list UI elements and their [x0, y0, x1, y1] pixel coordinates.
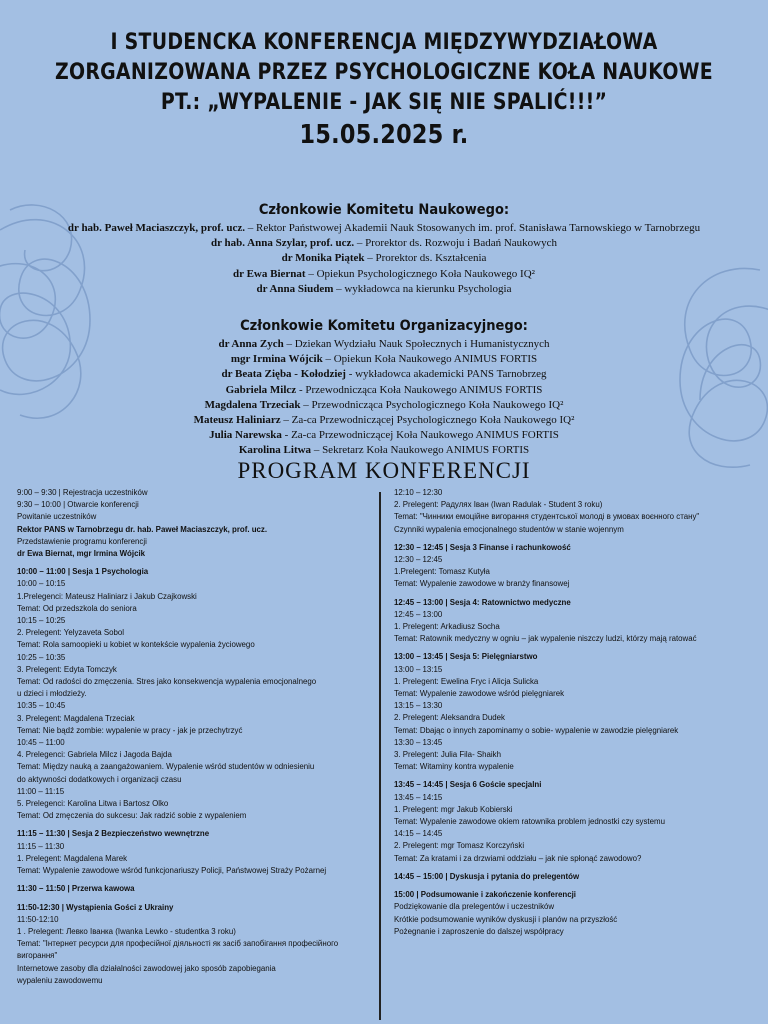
program-line: 1.Prelegent: Tomasz Kutyła [394, 567, 490, 577]
session-heading: 12:30 – 12:45 | Sesja 3 Finanse i rachunkowość [394, 542, 571, 552]
session-heading: 11:30 – 11:50 | Przerwa kawowa [17, 884, 135, 894]
program-line: 3. Prelegent: Edyta Tomczyk [17, 664, 117, 674]
member-name: Julia Narewska [209, 429, 282, 442]
scientific-committee-heading: Członkowie Komitetu Naukowego: [258, 202, 510, 218]
program-line: 10:35 – 10:45 [17, 701, 66, 711]
program-line: 11:50-12:10 [17, 914, 59, 924]
program-line: Internetowe zasoby dla działalności zawodowej jako sposób zapobiegania [17, 963, 276, 973]
committee-member [0, 443, 768, 458]
program-line: Temat: Nie bądź zombie: wypalenie w pracy - jak je przechytrzyć [17, 725, 243, 735]
program-line: 9:00 – 9:30 | Rejestracja uczestników [17, 488, 148, 497]
member-name: Mateusz Haliniarz [193, 414, 281, 427]
committee-member [0, 398, 768, 413]
program-line: Temat: Dbając o innych zapominamy o sobie- wypalenie w zawodzie pielęgniarek [394, 725, 679, 735]
committee-member [0, 337, 768, 352]
member-name: Gabriela Milcz [225, 383, 297, 396]
member-name: Magdalena Trzeciak [204, 398, 301, 411]
session-heading: 15:00 | Podsumowanie i zakończenie konferencji [394, 890, 576, 900]
program-line: Temat: "Чинники емоційне вигорання студентської молоді в умовах воєнного стану" [394, 512, 700, 522]
program-line: 10:15 – 10:25 [17, 616, 66, 626]
member-name: Karolina Litwa [238, 444, 312, 457]
program-line: 1. Prelegent: mgr Jakub Kobierski [394, 804, 513, 814]
program-line: 1. Prelegent: Magdalena Marek [17, 853, 128, 863]
committee-member [0, 367, 768, 382]
program-line: wypaleniu zawodowemu [17, 975, 103, 985]
program-line: 5. Prelegenci: Karolina Litwa i Bartosz Olko [17, 799, 169, 809]
committee-member [0, 352, 768, 367]
program-line: 11:00 – 11:15 [17, 786, 65, 796]
program-line: Temat: Wypalenie zawodowe wśród funkcjonariuszy Policji, Państwowej Straży Pożarnej [17, 866, 327, 876]
program-column-right [394, 487, 756, 938]
member-name: dr Anna Zych [218, 338, 284, 350]
member-role: – Rektor Państwowej Akademii Nauk Stosowanych im. prof. Stanisława Tarnowskiego w Tarnobrzegu [245, 222, 701, 234]
program-line: 12:10 – 12:30 [394, 488, 443, 497]
program-line: Podziękowanie dla prelegentów i uczestników [394, 902, 555, 912]
scientific-committee-list [0, 221, 768, 297]
program-line: Temat: Od zmęczenia do sukcesu: Jak radzić sobie z wypaleniem [17, 811, 247, 821]
program-line: do aktywności dodatkowych i organizacji czasu [17, 774, 182, 784]
committee-member [0, 221, 768, 236]
program-line: 10:45 – 11:00 [17, 738, 65, 748]
program-line: 1. Prelegent: Arkadiusz Socha [394, 622, 500, 632]
program-line: 1. Prelegent: Ewelina Fryc i Alicja Sulicka [394, 676, 539, 686]
member-name: dr hab. Anna Szylar, prof. ucz. [211, 237, 355, 250]
committee-member [0, 428, 768, 443]
committee-member [0, 413, 768, 428]
program-title: PROGRAM KONFERENCJI [237, 458, 531, 483]
session-heading: 11:15 – 11:30 | Sesja 2 Bezpieczeństwo wewnętrzne [17, 829, 210, 839]
program-line: Przedstawienie programu konferencji [17, 536, 147, 546]
program-column-left [17, 487, 367, 987]
program-line: Temat: Rola samoopieki u kobiet w kontekście wypalenia życiowego [17, 640, 255, 650]
program-line: Temat: Między nauką a zaangażowaniem. Wypalenie wśród studentów w odniesieniu [17, 762, 315, 772]
title-line-1: I STUDENCKA KONFERENCJA MIĘDZYWYDZIAŁOWA [110, 30, 658, 55]
program-line: 13:00 – 13:15 [394, 664, 443, 674]
committee-member [0, 251, 768, 266]
program-line: 11:15 – 11:30 [17, 841, 65, 851]
program-line: 13:15 – 13:30 [394, 701, 443, 711]
program-line: Temat: Wypalenie zawodowe w branży finansowej [394, 579, 570, 589]
program-line: Temat: Od radości do zmęczenia. Stres jako konsekwencja wypalenia emocjonalnego [17, 677, 317, 687]
title-line-3: PT.: „WYPALENIE - JAK SIĘ NIE SPALIĆ!!!” [160, 90, 608, 115]
member-name: dr Monika Piątek [281, 252, 365, 265]
conference-title [54, 28, 714, 152]
program-line: Pożegnanie i zaproszenie do dalszej współpracy [394, 926, 564, 936]
program-line: 1.Prelegenci: Mateusz Haliniarz i Jakub Czajkowski [17, 591, 197, 601]
member-role: – Prorektor ds. Kształcenia [364, 252, 487, 265]
program-line: 2. Prelegent: Радулях Іван (Iwan Radulak - Student 3 roku) [394, 500, 603, 510]
program-line: 1 . Prelegent: Левко Іванка (Iwanka Lewko - studentka 3 roku) [17, 926, 236, 936]
program-line: 10:25 – 10:35 [17, 652, 66, 662]
session-heading: 13:00 – 13:45 | Sesja 5: Pielęgniarstwo [394, 652, 538, 662]
session-heading: 10:00 – 11:00 | Sesja 1 Psychologia [17, 567, 149, 577]
session-heading: 14:45 – 15:00 | Dyskusja i pytania do prelegentów [394, 871, 580, 881]
program-line: Temat: Za kratami i za drzwiami oddziału – jak nie spłonąć zawodowo? [394, 853, 642, 863]
session-heading: 12:45 – 13:00 | Sesja 4: Ratownictwo medyczne [394, 597, 571, 607]
program-line: 4. Prelegenci: Gabriela Milcz i Jagoda Bajda [17, 750, 172, 760]
program-line: 2. Prelegent: Yelyzaveta Sobol [17, 628, 125, 638]
member-role: – Za-ca Przewodniczącej Psychologicznego Koła Naukowego IQ² [280, 414, 575, 427]
member-name: dr Anna Siudem [256, 282, 334, 295]
committee-member [0, 282, 768, 297]
member-role: – Opiekun Koła Naukowego ANIMUS FORTIS [322, 353, 538, 366]
member-role: - Za-ca Przewodniczącej Koła Naukowego ANIMUS FORTIS [281, 429, 559, 442]
program-line: 14:15 – 14:45 [394, 829, 443, 839]
program-line: 10:00 – 10:15 [17, 579, 66, 589]
program-line: 12:45 – 13:00 [394, 609, 443, 619]
program-line: 9:30 – 10:00 | Otwarcie konferencji [17, 500, 139, 510]
conference-date: 15.05.2025 r. [299, 120, 469, 150]
session-heading: Rektor PANS w Tarnobrzegu dr. hab. Paweł Maciaszczyk, prof. ucz. [17, 524, 268, 534]
program-line: Temat: Wypalenie zawodowe wśród pielęgniarek [394, 689, 565, 699]
member-role: – Przewodnicząca Psychologicznego Koła Naukowego IQ² [300, 398, 564, 411]
member-name: dr hab. Paweł Maciaszczyk, prof. ucz. [67, 222, 245, 234]
session-heading: dr Ewa Biernat, mgr Irmina Wójcik [17, 549, 146, 559]
program-line: 3. Prelegent: Magdalena Trzeciak [17, 713, 135, 723]
member-role: - wykładowca akademicki PANS Tarnobrzeg [345, 368, 547, 381]
committee-member [0, 236, 768, 251]
organizing-committee-heading: Członkowie Komitetu Organizacyjnego: [240, 318, 528, 334]
column-divider [379, 492, 381, 1020]
program-line: Temat: "Інтернет ресурси для професійної діяльності як засіб запобігання професійного [17, 939, 339, 949]
committee-member [0, 383, 768, 398]
program-line: Powitanie uczestników [17, 512, 97, 522]
program-line: Temat: Witaminy kontra wypalenie [394, 762, 514, 772]
member-role: – Dziekan Wydziału Nauk Społecznych i Humanistycznych [283, 338, 550, 350]
member-role: – wykładowca na kierunku Psychologia [333, 282, 512, 295]
program-line: Temat: Wypalenie zawodowe okiem ratownika problem jednostki czy systemu [394, 817, 665, 827]
session-heading: 13:45 – 14:45 | Sesja 6 Goście specjalni [394, 780, 542, 790]
member-name: dr Ewa Biernat [233, 267, 306, 280]
committee-member [0, 267, 768, 282]
program-line: 2. Prelegent: Aleksandra Dudek [394, 713, 505, 723]
organizing-committee-list [0, 337, 768, 459]
program-line: 12:30 – 12:45 [394, 555, 443, 565]
session-heading: 11:50-12:30 | Wystąpienia Gości z Ukrainy [17, 902, 174, 912]
program-line: 2. Prelegent: mgr Tomasz Korczyński [394, 841, 525, 851]
program-line: Czynniki wypalenia emocjonalnego studentów w stanie wojennym [394, 524, 624, 534]
title-line-2: ZORGANIZOWANA PRZEZ PSYCHOLOGICZNE KOŁA NAUKOWE [54, 60, 713, 85]
program-line: 3. Prelegent: Julia Fila- Shaikh [394, 750, 502, 760]
program-line: 13:45 – 14:15 [394, 792, 443, 802]
program-line: 13:30 – 13:45 [394, 737, 443, 747]
member-role: – Prorektor ds. Rozwoju i Badań Naukowych [354, 237, 557, 250]
member-role: – Opiekun Psychologicznego Koła Naukowego IQ² [305, 267, 535, 280]
program-line: u dzieci i młodzieży. [17, 689, 87, 699]
member-role: – Sekretarz Koła Naukowego ANIMUS FORTIS [311, 444, 530, 457]
member-name: mgr Irmina Wójcik [230, 353, 323, 366]
program-line: Temat: Ratownik medyczny w ogniu – jak wypalenie niszczy ludzi, którzy mają ratować [394, 634, 697, 644]
program-line: Temat: Od przedszkola do seniora [17, 603, 137, 613]
program-line: вигорання" [17, 951, 58, 961]
program-line: Krótkie podsumowanie wyników dyskusji i planów na przyszłość [394, 914, 618, 924]
member-role: - Przewodnicząca Koła Naukowego ANIMUS FORTIS [296, 383, 543, 396]
member-name: dr Beata Zięba - Kołodziej [221, 368, 346, 381]
